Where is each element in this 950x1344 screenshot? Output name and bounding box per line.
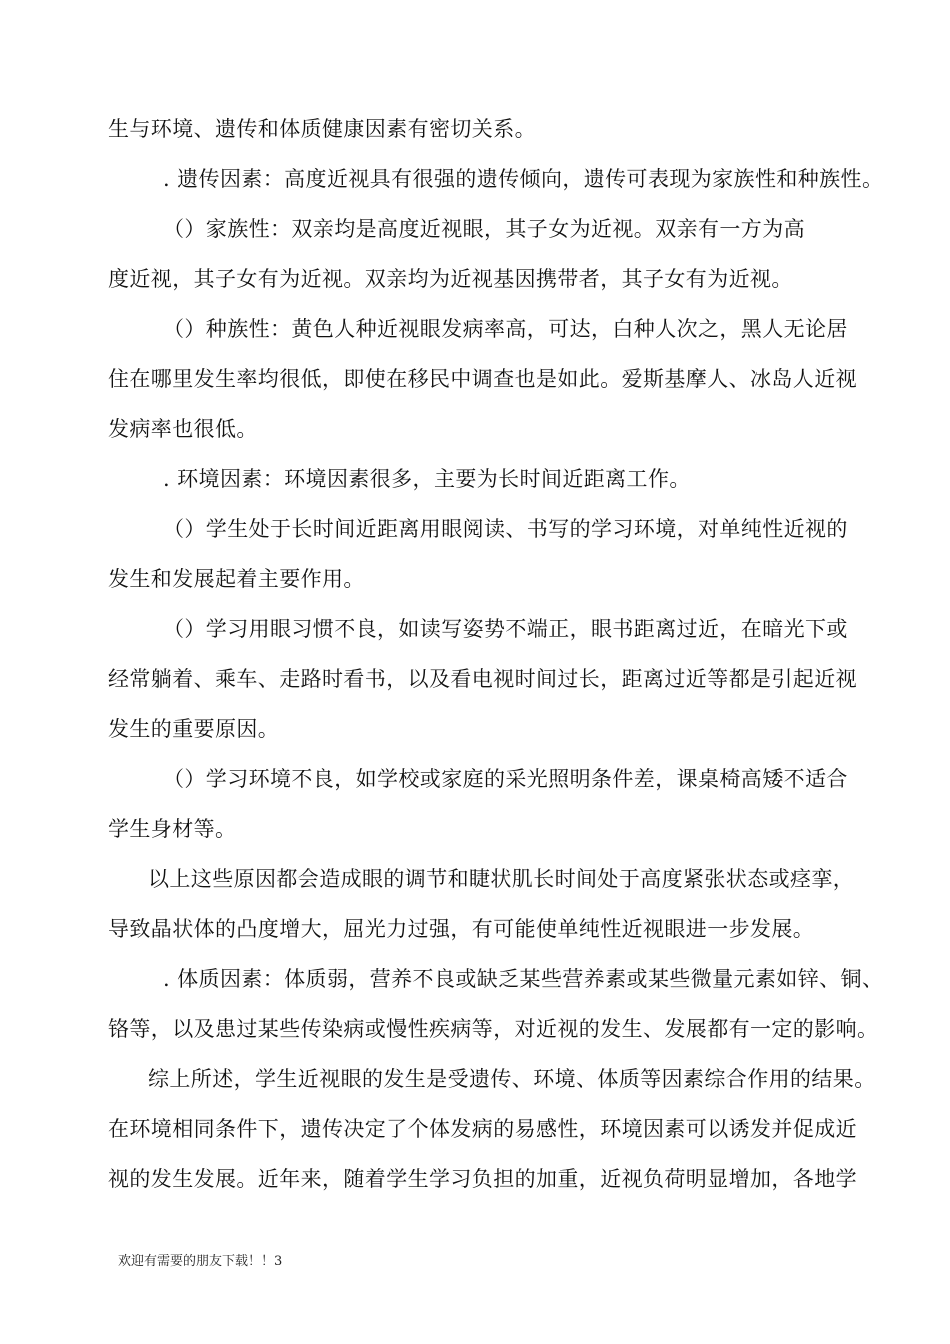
- body-line: （）学习环境不良，如学校或家庭的采光照明条件差，课桌椅高矮不适合: [163, 767, 848, 791]
- body-line: 度近视，其子女有为近视。双亲均为近视基因携带者，其子女有为近视。: [108, 267, 793, 291]
- body-line: 以上这些原因都会造成眼的调节和睫状肌长时间处于高度紧张状态或痉挛，: [148, 867, 855, 891]
- body-line: 综上所述，学生近视眼的发生是受遗传、环境、体质等因素综合作用的结果。: [148, 1067, 876, 1091]
- body-line: 住在哪里发生率均很低，即使在移民中调查也是如此。爱斯基摩人、冰岛人近视: [108, 367, 857, 391]
- body-line: 在环境相同条件下，遗传决定了个体发病的易感性，环境因素可以诱发并促成近: [108, 1117, 857, 1141]
- body-line: 铬等，以及患过某些传染病或慢性疾病等，对近视的发生、发展都有一定的影响。: [108, 1017, 879, 1041]
- body-line: （）家族性：双亲均是高度近视眼，其子女为近视。双亲有一方为高: [163, 217, 805, 241]
- body-line: . 环境因素：环境因素很多，主要为长时间近距离工作。: [163, 467, 691, 491]
- body-line: 生与环境、遗传和体质健康因素有密切关系。: [108, 117, 536, 141]
- page-footer: 欢迎有需要的朋友下载！！3: [118, 1254, 283, 1269]
- body-line: （）学生处于长时间近距离用眼阅读、书写的学习环境，对单纯性近视的: [163, 517, 848, 541]
- body-line: 发病率也很低。: [108, 417, 258, 441]
- body-line: . 体质因素：体质弱，营养不良或缺乏某些营养素或某些微量元素如锌、铜、: [163, 967, 884, 991]
- body-line: 视的发生发展。近年来，随着学生学习负担的加重，近视负荷明显增加，各地学: [108, 1167, 857, 1191]
- body-line: 发生和发展起着主要作用。: [108, 567, 365, 591]
- body-line: （）学习用眼习惯不良，如读写姿势不端正，眼书距离过近，在暗光下或: [163, 617, 848, 641]
- body-line: 经常躺着、乘车、走路时看书，以及看电视时间过长，距离过近等都是引起近视: [108, 667, 857, 691]
- body-line: （）种族性：黄色人种近视眼发病率高，可达，白种人次之，黑人无论居: [163, 317, 848, 341]
- body-line: 发生的重要原因。: [108, 717, 280, 741]
- body-line: . 遗传因素：高度近视具有很强的遗传倾向，遗传可表现为家族性和种族性。: [163, 167, 884, 191]
- body-line: 导致晶状体的凸度增大，屈光力过强，有可能使单纯性近视眼进一步发展。: [108, 917, 815, 941]
- body-line: 学生身材等。: [108, 817, 237, 841]
